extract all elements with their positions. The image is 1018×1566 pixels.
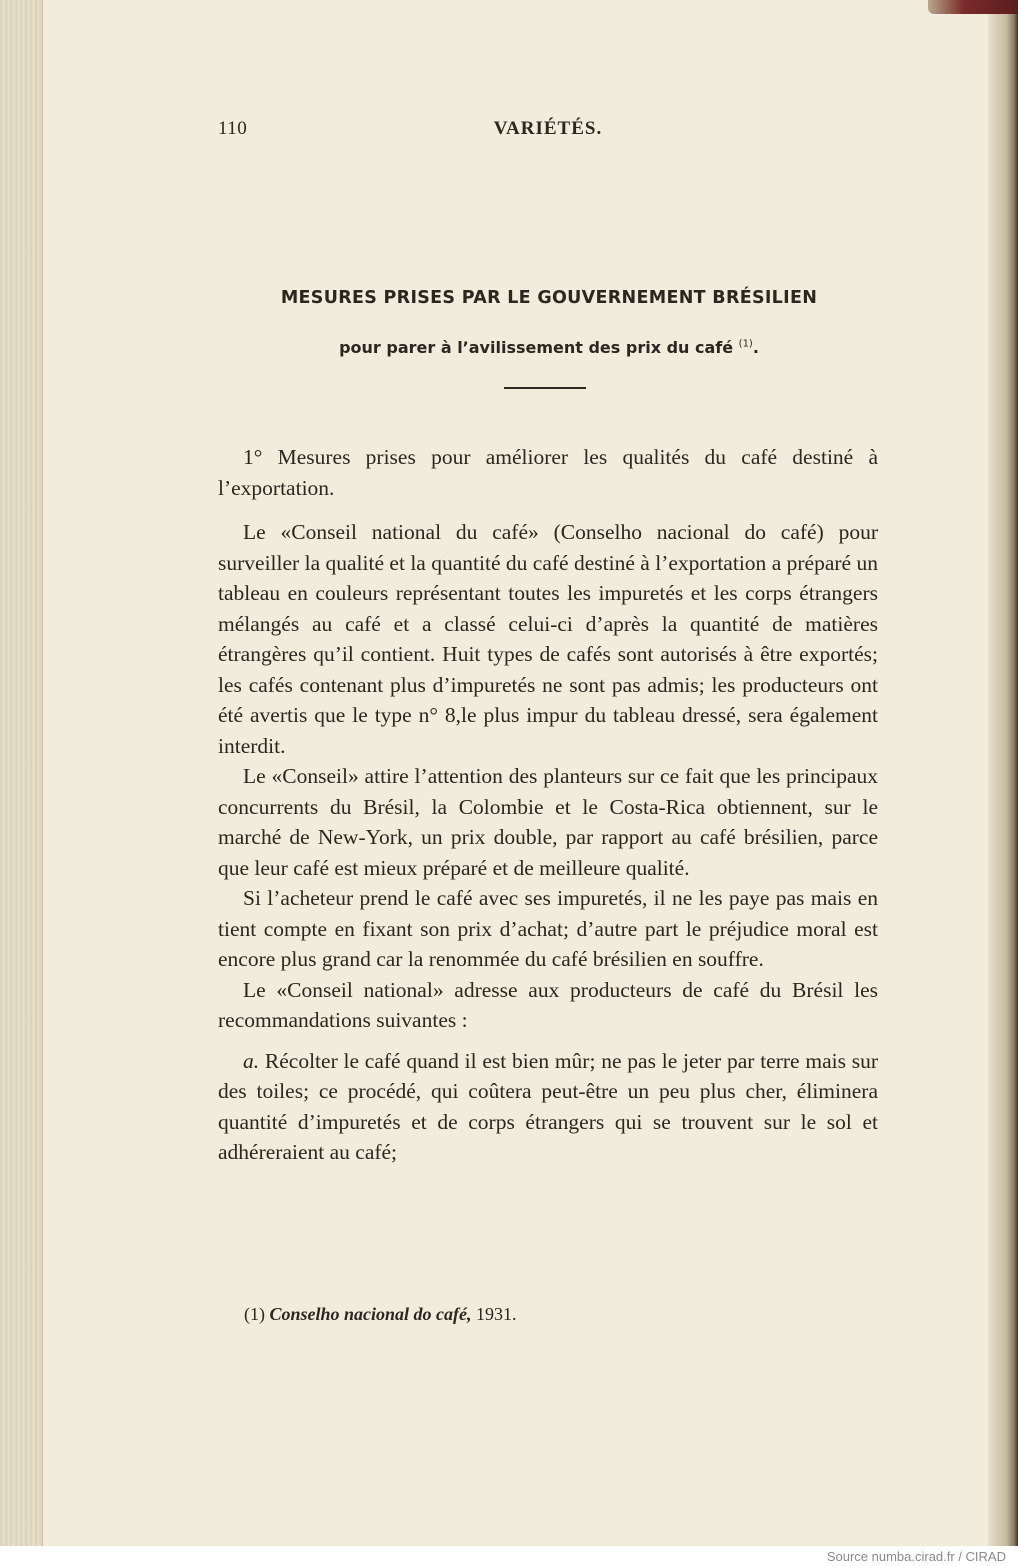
- footnote: [244, 1304, 844, 1325]
- recommendation-a: [218, 1046, 878, 1168]
- title-divider: [504, 387, 586, 389]
- running-head: [218, 118, 878, 148]
- paragraph: Le «Conseil» attire l’attention des planteurs sur ce fait que les principaux concurrents du Brésil, la Colombie et le Costa-Rica obtiennent, sur le marché de New-York, un prix double, par rapport au café brésilien, parce que leur café est mieux préparé et de meilleure qualité.: [218, 764, 878, 880]
- footnote-source-title: Conselho nacional do café,: [269, 1304, 472, 1324]
- source-credit: Source numba.cirad.fr / CIRAD: [826, 1549, 1006, 1564]
- book-page-edges-right: [988, 0, 1018, 1546]
- footnote-marker: (1): [244, 1304, 265, 1324]
- article-body: [218, 442, 878, 1168]
- paragraph: Le «Conseil national du café» (Conselho nacional do café) pour surveiller la qualité et la quantité du café destiné à l’exportation a préparé un tableau en couleurs représentant toutes les impuretés et les corps étrangers mélangés au café et a classé celui-ci d’après la quantité de matières étrangères qu’il contient. Huit types de cafés sont autorisés à être exportés; les cafés contenant plus d’impuretés ne sont pas admis; les producteurs ont été avertis que le type n° 8,le plus impur du tableau dressé, sera également interdit.: [218, 520, 878, 758]
- credit-bar: [0, 1546, 1018, 1566]
- subtitle-period: .: [752, 338, 759, 357]
- book-page-edges-left: [0, 0, 43, 1546]
- recommendation-text: Récolter le café quand il est bien mûr; ne pas le jeter par terre mais sur des toiles; ce procédé, qui coûtera peut-être un peu plus cher, éliminera quantité d’impuretés et de corps étrangers qui se trouvent sur le sol et adhéreraient au café;: [218, 1048, 879, 1164]
- recommendation-label: a.: [243, 1048, 260, 1073]
- article-title: MESURES PRISES PAR LE GOUVERNEMENT BRÉSILIEN: [280, 288, 818, 308]
- article-subtitle: [210, 338, 888, 357]
- page-number: 110: [218, 118, 248, 139]
- footnote-reference[interactable]: (1): [738, 338, 753, 350]
- subtitle-text: pour parer à l’avilissement des prix du café: [339, 338, 734, 357]
- paragraph: Si l’acheteur prend le café avec ses impuretés, il ne les paye pas mais en tient compte en fixant son prix d’achat; d’autre part le préjudice moral est encore plus grand car la renommée du café brésilien en souffre.: [218, 886, 878, 971]
- paragraph: Le «Conseil national» adresse aux producteurs de café du Brésil les recommandations suivantes :: [218, 977, 878, 1032]
- paragraph-heading: 1° Mesures prises pour améliorer les qualités du café destiné à l’exportation.: [218, 445, 878, 500]
- footnote-year: 1931.: [476, 1304, 517, 1324]
- running-title: VARIÉTÉS.: [493, 118, 603, 139]
- book-binding-ribbon: [928, 0, 1018, 14]
